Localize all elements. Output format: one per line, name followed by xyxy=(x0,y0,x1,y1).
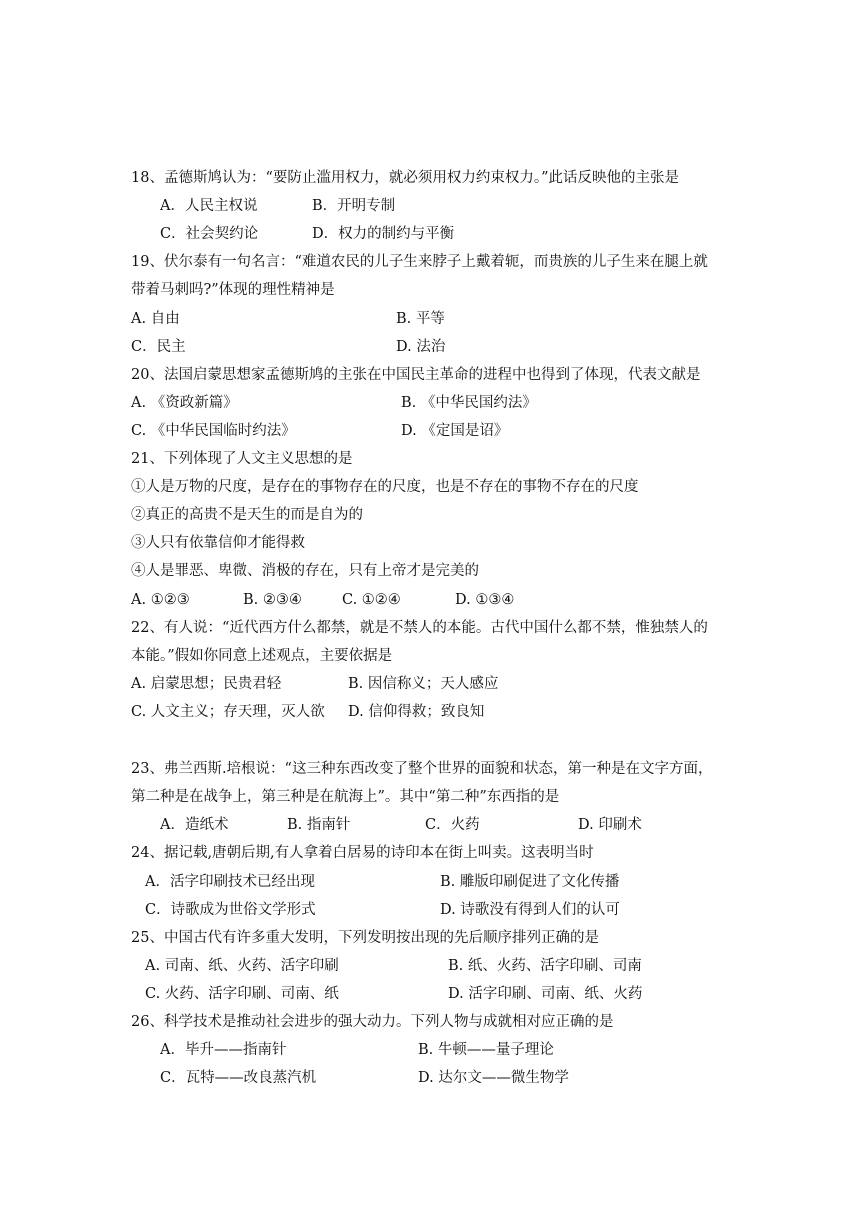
question-18-option-a: A．人民主权说 xyxy=(160,198,258,214)
question-23-option-d: D. 印刷术 xyxy=(578,817,642,833)
question-18-stem: 18、孟德斯鸠认为：“要防止滥用权力，就必须用权力约束权力。”此话反映他的主张是 xyxy=(131,170,680,186)
question-26-option-b: B. 牛顿——量子理论 xyxy=(418,1042,554,1058)
question-19-option-b: B. 平等 xyxy=(396,311,445,327)
question-24-option-c: C．诗歌成为世俗文学形式 xyxy=(145,902,316,918)
question-23-stem-line-2: 第二种是在战争上，第三种是在航海上”。其中“第二种”东西指的是 xyxy=(131,789,560,805)
question-21-option-c: C. ①②④ xyxy=(342,592,401,608)
question-18-option-d: D．权力的制约与平衡 xyxy=(312,226,455,242)
question-24-option-a: A．活字印刷技术已经出现 xyxy=(145,874,315,890)
question-23-stem-line-1: 23、弗兰西斯.培根说：“这三种东西改变了整个世界的面貌和状态，第一种是在文字方面， xyxy=(131,761,713,777)
question-24-stem: 24、据记载,唐朝后期,有人拿着白居易的诗印本在街上叫卖。这表明当时 xyxy=(131,845,594,861)
question-22-option-b: B. 因信称义；天人感应 xyxy=(348,676,499,692)
question-25-option-b: B. 纸、火药、活字印刷、司南 xyxy=(448,958,642,974)
question-26-option-c: C．瓦特——改良蒸汽机 xyxy=(160,1070,317,1086)
question-20-option-b: B. 《中华民国约法》 xyxy=(401,395,537,411)
question-19-option-d: D. 法治 xyxy=(396,339,446,355)
question-19-option-c: C．民主 xyxy=(131,339,186,355)
question-21-item-4: ④人是罪恶、卑微、消极的存在，只有上帝才是完美的 xyxy=(131,563,479,579)
question-18-option-c: C．社会契约论 xyxy=(160,226,259,242)
question-21-option-b: B. ②③④ xyxy=(243,592,302,608)
question-22-option-a: A. 启蒙思想；民贵君轻 xyxy=(131,676,282,692)
question-22-stem-line-1: 22、有人说：“近代西方什么都禁，就是不禁人的本能。古代中国什么都不禁，惟独禁人的 xyxy=(131,620,708,636)
question-23-option-a: A．造纸术 xyxy=(160,817,229,833)
question-21-item-2: ②真正的高贵不是天生的而是自为的 xyxy=(131,507,363,523)
question-25-option-d: D. 活字印刷、司南、纸、火药 xyxy=(448,986,643,1002)
question-20-option-c: C. 《中华民国临时约法》 xyxy=(131,423,296,439)
question-19-stem-line-1: 19、伏尔泰有一句名言：“难道农民的儿子生来脖子上戴着轭，而贵族的儿子生来在腿上就 xyxy=(131,254,708,270)
question-25-option-a: A. 司南、纸、火药、活字印刷 xyxy=(145,958,339,974)
question-21-item-3: ③人只有依靠信仰才能得救 xyxy=(131,535,305,551)
question-23-option-b: B. 指南针 xyxy=(287,817,351,833)
question-22-option-d: D. 信仰得救；致良知 xyxy=(348,704,485,720)
question-19-option-a: A. 自由 xyxy=(131,311,180,327)
question-24-option-b: B. 雕版印刷促进了文化传播 xyxy=(440,874,620,890)
question-20-stem: 20、法国启蒙思想家孟德斯鸠的主张在中国民主革命的进程中也得到了体现，代表文献是 xyxy=(131,367,701,383)
question-21-stem: 21、下列体现了人文主义思想的是 xyxy=(131,451,353,467)
question-20-option-a: A. 《资政新篇》 xyxy=(131,395,238,411)
question-23-option-c: C．火药 xyxy=(425,817,480,833)
question-22-stem-line-2: 本能。”假如你同意上述观点，主要依据是 xyxy=(131,648,393,664)
question-18-option-b: B．开明专制 xyxy=(312,198,396,214)
question-26-option-a: A．毕升——指南针 xyxy=(160,1042,287,1058)
question-21-option-a: A. ①②③ xyxy=(131,592,190,608)
question-21-option-d: D. ①③④ xyxy=(455,592,515,608)
question-26-option-d: D. 达尔文——微生物学 xyxy=(418,1070,569,1086)
question-19-stem-line-2: 带着马刺吗?”体现的理性精神是 xyxy=(131,282,335,298)
question-20-option-d: D. 《定国是诏》 xyxy=(401,423,509,439)
question-21-item-1: ①人是万物的尺度，是存在的事物存在的尺度，也是不存在的事物不存在的尺度 xyxy=(131,479,639,495)
question-25-stem: 25、中国古代有许多重大发明，下列发明按出现的先后顺序排列正确的是 xyxy=(131,930,599,946)
question-24-option-d: D. 诗歌没有得到人们的认可 xyxy=(440,902,620,918)
question-26-stem: 26、科学技术是推动社会进步的强大动力。下列人物与成就相对应正确的是 xyxy=(131,1014,614,1030)
question-25-option-c: C. 火药、活字印刷、司南、纸 xyxy=(145,986,339,1002)
question-22-option-c: C. 人文主义；存天理，灭人欲 xyxy=(131,704,325,720)
